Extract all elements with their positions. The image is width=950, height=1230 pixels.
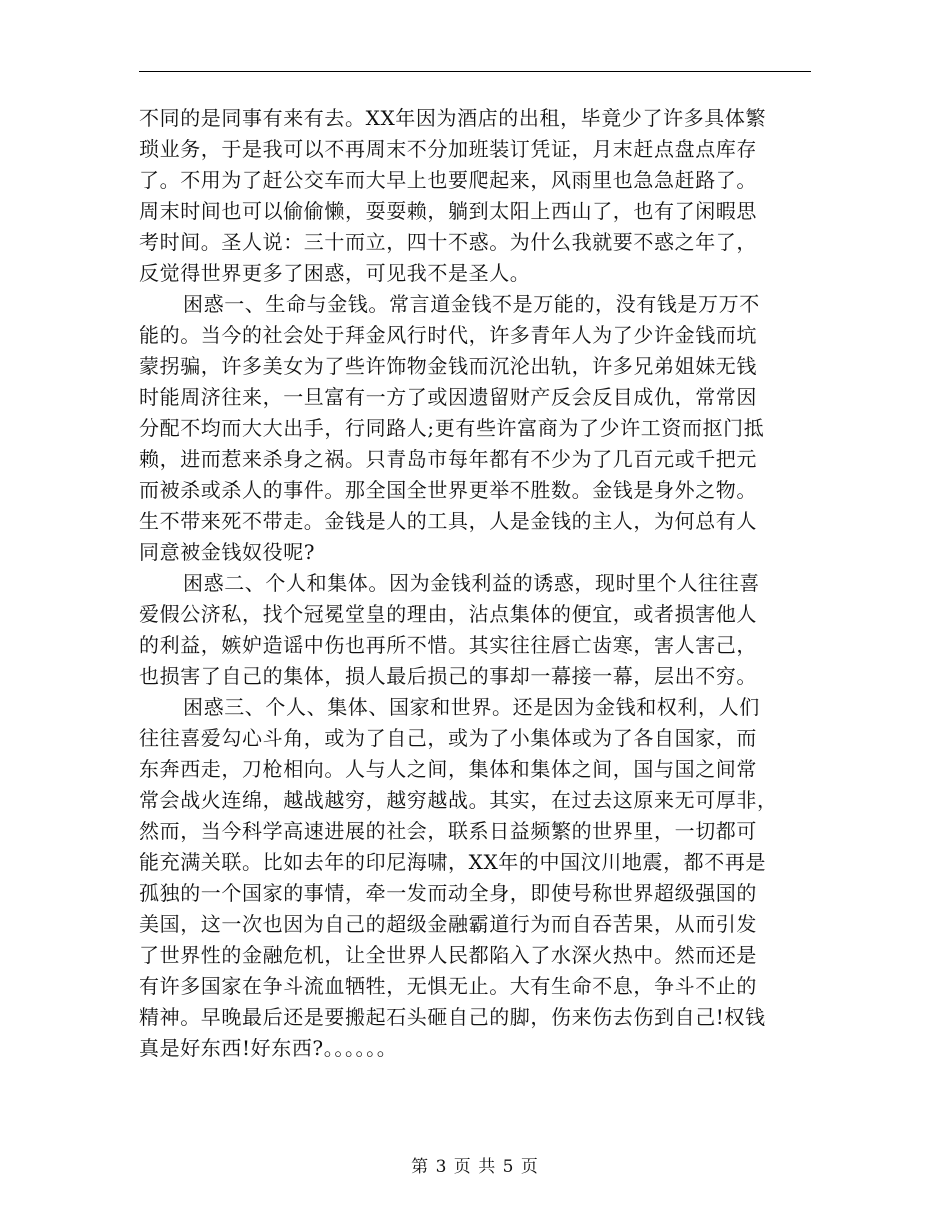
body-line: 东奔西走，刀枪相向。人与人之间，集体和集体之间，国与国之间常: [139, 757, 757, 781]
header-rule: [139, 71, 811, 72]
body-line: 反觉得世界更多了困惑，可见我不是圣人。: [139, 261, 531, 285]
body-line: 分配不均而大大出手，行同路人;更有些许富商为了少许工资而抠门抵: [139, 416, 765, 440]
document-body: [139, 103, 811, 1064]
body-line: 周末时间也可以偷偷懒，耍耍赖，躺到太阳上西山了，也有了闲暇思: [139, 199, 757, 223]
paragraph-start-line: 困惑二、个人和集体。因为金钱利益的诱惑，现时里个人往往喜: [183, 571, 760, 595]
body-line: 的利益，嫉妒造谣中伤也再所不惜。其实往往唇亡齿寒，害人害己，: [139, 633, 757, 657]
body-line: 真是好东西!好东西?。。。。。。: [139, 1036, 398, 1060]
body-line: 赖，进而惹来杀身之祸。只青岛市每年都有不少为了几百元或千把元: [139, 447, 757, 471]
body-line: 琐业务，于是我可以不再周末不分加班装订凭证，月末赶点盘点库存: [139, 137, 757, 161]
body-line: 了。不用为了赶公交车而大早上也要爬起来，风雨里也急急赶路了。: [139, 168, 757, 192]
body-line: 生不带来死不带走。金钱是人的工具，人是金钱的主人，为何总有人: [139, 509, 757, 533]
body-line: 了世界性的金融危机，让全世界人民都陷入了水深火热中。然而还是: [139, 943, 757, 967]
paragraph-start-line: 困惑三、个人、集体、国家和世界。还是因为金钱和权利，人们: [183, 695, 760, 719]
body-line: 精神。早晚最后还是要搬起石头砸自己的脚，伤来伤去伤到自己!权钱: [139, 1005, 766, 1029]
body-line: 有许多国家在争斗流血牺牲，无惧无止。大有生命不息，争斗不止的: [139, 974, 757, 998]
body-line: 同意被金钱奴役呢?: [139, 540, 316, 564]
body-line: 也损害了自己的集体，损人最后损己的事却一幕接一幕，层出不穷。: [139, 664, 757, 688]
body-line: 常会战火连绵，越战越穷，越穷越战。其实，在过去这原来无可厚非，: [139, 788, 778, 812]
body-line: 能充满关联。比如去年的印尼海啸，XX年的中国汶川地震，都不再是: [139, 850, 767, 874]
body-line: 时能周济往来，一旦富有一方了或因遗留财产反会反目成仇，常常因: [139, 385, 757, 409]
body-line: 不同的是同事有来有去。XX年因为酒店的出租，毕竟少了许多具体繁: [139, 106, 767, 130]
body-line: 然而，当今科学高速进展的社会，联系日益频繁的世界里，一切都可: [139, 819, 757, 843]
body-line: 能的。当今的社会处于拜金风行时代，许多青年人为了少许金钱而坑: [139, 323, 757, 347]
paragraph-start-line: 困惑一、生命与金钱。常言道金钱不是万能的，没有钱是万万不: [183, 292, 760, 316]
page-footer: 第 3 页 共 5 页: [411, 1157, 539, 1177]
body-line: 蒙拐骗，许多美女为了些许饰物金钱而沉沦出轨，许多兄弟姐妹无钱: [139, 354, 757, 378]
body-line: 考时间。圣人说：三十而立，四十不惑。为什么我就要不惑之年了，: [139, 230, 757, 254]
body-line: 孤独的一个国家的事情，牵一发而动全身，即使号称世界超级强国的: [139, 881, 757, 905]
body-line: 美国，这一次也因为自己的超级金融霸道行为而自吞苦果，从而引发: [139, 912, 757, 936]
body-line: 而被杀或杀人的事件。那全国全世界更举不胜数。金钱是身外之物。: [139, 478, 757, 502]
body-line: 往往喜爱勾心斗角，或为了自己，或为了小集体或为了各自国家，而: [139, 726, 757, 750]
body-line: 爱假公济私，找个冠冕堂皇的理由，沾点集体的便宜，或者损害他人: [139, 602, 757, 626]
